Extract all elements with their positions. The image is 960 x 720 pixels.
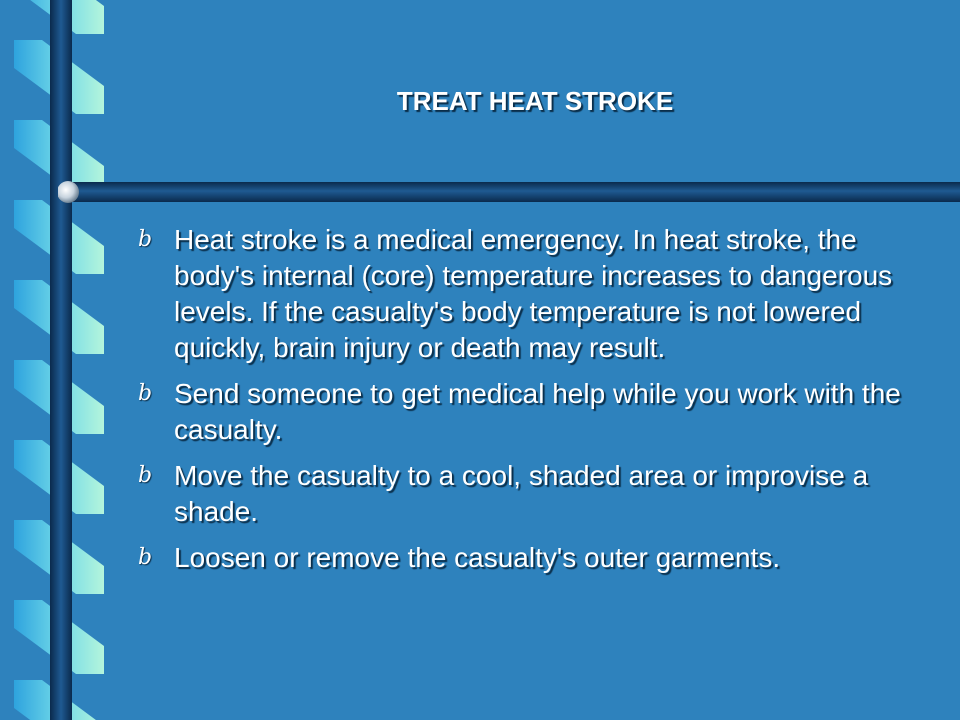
bullet-icon: b [138, 381, 153, 406]
slide-title: TREAT HEAT STROKE [396, 86, 674, 116]
bullet-item [138, 458, 930, 530]
bullet-item [138, 540, 930, 576]
bullet-icon: b [138, 227, 153, 252]
bullet-text: Send someone to get medical help while you work with the casualty. [174, 378, 901, 445]
bullet-text: Move the casualty to a cool, shaded area or improvise a shade. [174, 460, 869, 527]
bullet-item [138, 376, 930, 448]
title-separator [58, 180, 960, 204]
bullet-list [138, 222, 930, 586]
bullet-item [138, 222, 930, 366]
decorative-ribbon [0, 0, 110, 720]
bullet-icon: b [138, 545, 153, 570]
bullet-text: Loosen or remove the casualty's outer garments. [174, 542, 781, 573]
bullet-text: Heat stroke is a medical emergency. In heat stroke, the body's internal (core) temperature increases to dangerous levels. If the casualty's body temperature is not lowered quickly, brain injury or death may result. [174, 224, 893, 363]
bullet-icon: b [138, 463, 153, 488]
